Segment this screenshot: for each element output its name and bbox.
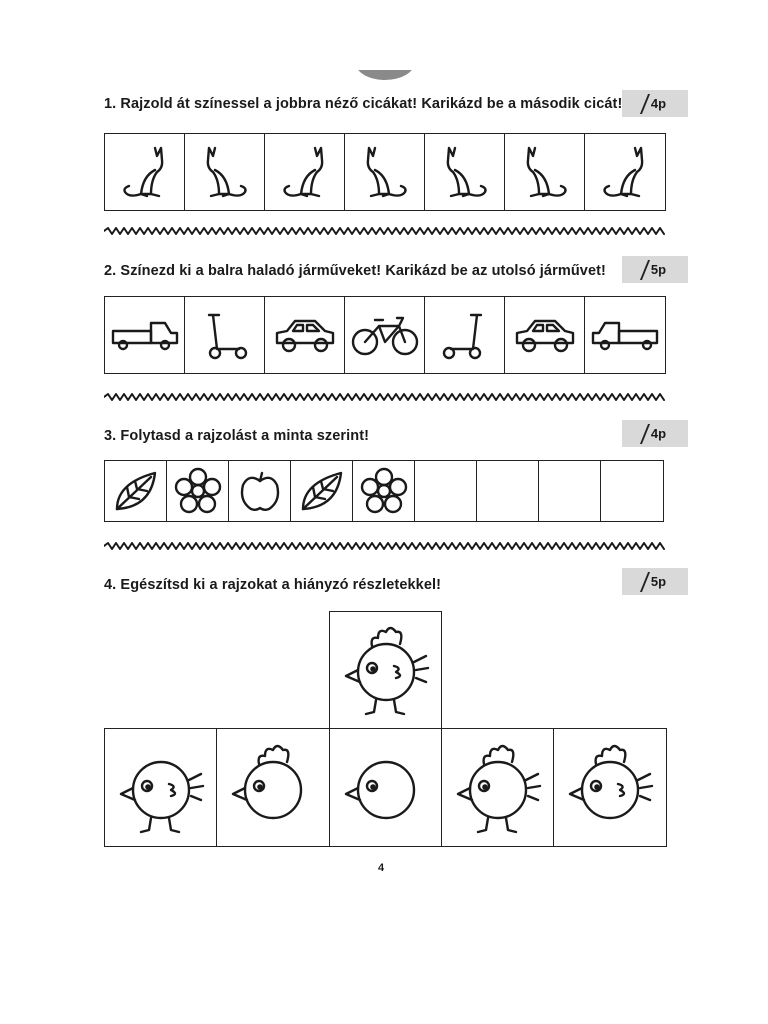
task-2-title: 2. Színezd ki a balra haladó járműveket! Karikázd be az utolsó járművet! (104, 263, 606, 279)
empty-draw-cell[interactable] (539, 461, 601, 521)
cat-right-icon[interactable] (425, 134, 505, 210)
scooter-icon[interactable] (185, 297, 265, 373)
flower-icon[interactable] (353, 461, 415, 521)
task-4-score: 5p (622, 568, 688, 595)
apple-icon[interactable] (229, 461, 291, 521)
task-4-title: 4. Egészítsd ki a rajzokat a hiányzó részletekkel! (104, 577, 442, 593)
chick-no-wing-icon (448, 734, 548, 842)
cat-left-icon[interactable] (105, 134, 185, 210)
task-2-row (104, 296, 666, 374)
truck-icon[interactable] (585, 297, 665, 373)
slash-icon (640, 94, 650, 114)
chick-no-crest-icon (111, 734, 211, 842)
task-3-row (104, 460, 664, 522)
task-1-row (104, 133, 666, 211)
model-chick-cell (329, 611, 442, 729)
chick-body-only-icon (336, 734, 436, 842)
car-icon[interactable] (265, 297, 345, 373)
scooter-icon[interactable] (425, 297, 505, 373)
top-decoration (355, 70, 415, 88)
divider-zigzag (104, 541, 666, 551)
slash-icon (640, 424, 650, 444)
divider-zigzag (104, 392, 666, 402)
truck-icon[interactable] (105, 297, 185, 373)
task-1-score: 4p (622, 90, 688, 117)
cat-right-icon[interactable] (345, 134, 425, 210)
chick-cell-4[interactable] (441, 728, 554, 847)
chick-cell-2[interactable] (216, 728, 330, 847)
empty-draw-cell[interactable] (601, 461, 663, 521)
chick-no-feet-icon (560, 734, 660, 842)
flower-icon[interactable] (167, 461, 229, 521)
bicycle-icon[interactable] (345, 297, 425, 373)
cat-left-icon[interactable] (265, 134, 345, 210)
chick-icon (336, 616, 436, 724)
chick-cell-5[interactable] (553, 728, 667, 847)
cat-left-icon[interactable] (585, 134, 665, 210)
chick-cell-3[interactable] (329, 728, 442, 847)
empty-draw-cell[interactable] (477, 461, 539, 521)
page-number: 4 (378, 862, 385, 874)
cat-right-icon[interactable] (505, 134, 585, 210)
leaf-icon[interactable] (291, 461, 353, 521)
leaf-icon[interactable] (105, 461, 167, 521)
cat-right-icon[interactable] (185, 134, 265, 210)
empty-draw-cell[interactable] (415, 461, 477, 521)
slash-icon (640, 572, 650, 592)
task-1-title: 1. Rajzold át színessel a jobbra néző cicákat! Karikázd be a második cicát! (104, 96, 623, 112)
task-3-title: 3. Folytasd a rajzolást a minta szerint! (104, 428, 370, 444)
divider-zigzag (104, 226, 666, 236)
task-2-score: 5p (622, 256, 688, 283)
chick-cell-1[interactable] (104, 728, 217, 847)
car-icon[interactable] (505, 297, 585, 373)
slash-icon (640, 260, 650, 280)
task-3-score: 4p (622, 420, 688, 447)
chick-no-wing-feet-icon (223, 734, 323, 842)
